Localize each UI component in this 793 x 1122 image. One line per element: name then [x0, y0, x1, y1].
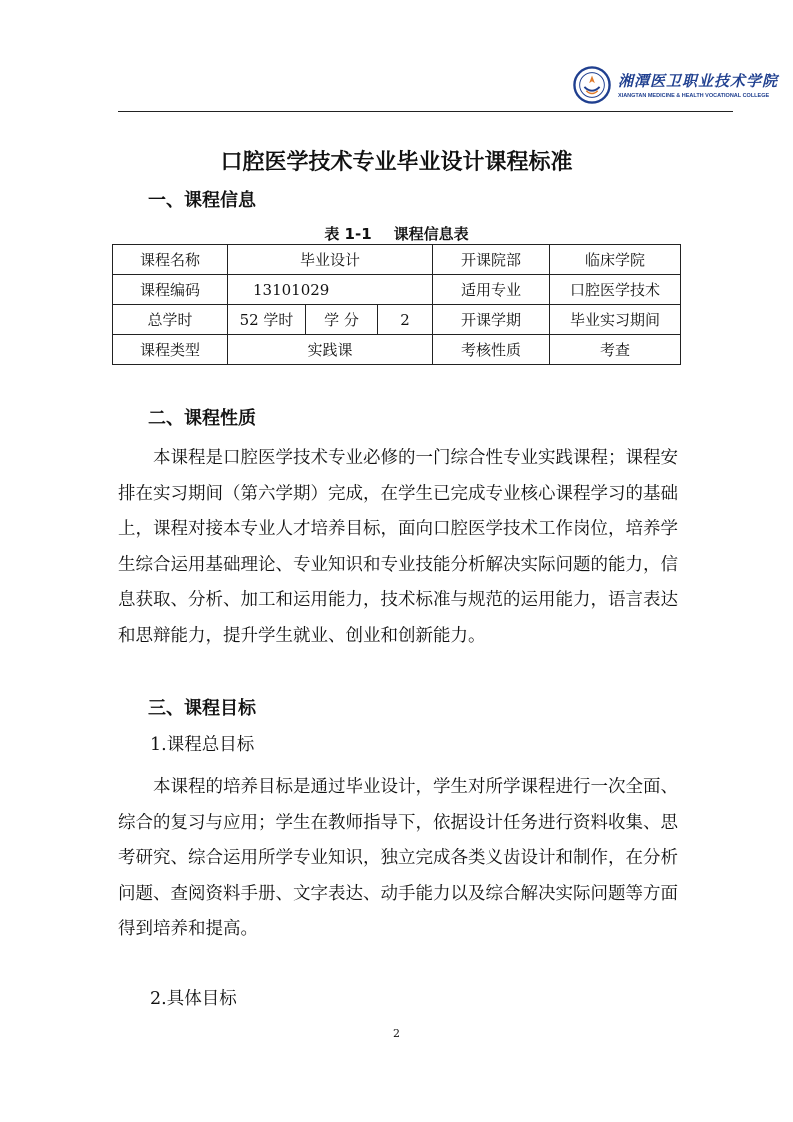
header-divider	[118, 111, 733, 112]
overall-goal-paragraph	[118, 770, 678, 948]
paragraph-text: 本课程的培养目标是通过毕业设计，学生对所学课程进行一次全面、综合的复习与应用；学生在教师指导下，依据设计任务进行资料收集、思考研究、综合运用所学专业知识，独立完成各类义齿设计和制作，在分析问题、查阅资料手册、文字表达、动手能力以及综合解决实际问题等方面得到培养和提高。	[118, 777, 678, 939]
table-cell-label: 开课院部	[433, 245, 550, 275]
table-cell-value: 临床学院	[550, 245, 681, 275]
page-header	[118, 60, 779, 112]
table-cell-value: 考查	[550, 335, 681, 365]
table-cell-label: 适用专业	[433, 275, 550, 305]
page-number: 2	[393, 1027, 400, 1040]
table-cell-value: 毕业实习期间	[550, 305, 681, 335]
table-row	[113, 335, 681, 365]
table-row	[113, 275, 681, 305]
table-cell-label: 课程编码	[113, 275, 228, 305]
table-cell-value: 毕业设计	[228, 245, 433, 275]
table-cell-value: 实践课	[228, 335, 433, 365]
table-cell-label: 考核性质	[433, 335, 550, 365]
college-name: 湘潭医卫职业技术学院	[618, 72, 779, 90]
course-nature-paragraph	[118, 441, 678, 654]
section-heading-course-info: 一、课程信息	[148, 190, 256, 211]
table-caption	[0, 223, 793, 244]
table-cell-value: 口腔医学技术	[550, 275, 681, 305]
document-title: 口腔医学技术专业毕业设计课程标准	[220, 150, 573, 175]
table-cell-label: 课程类型	[113, 335, 228, 365]
table-cell-label: 学 分	[306, 305, 378, 335]
table-row	[113, 245, 681, 275]
table-cell-label: 课程名称	[113, 245, 228, 275]
table-row	[113, 305, 681, 335]
table-caption-title: 课程信息表	[393, 225, 469, 243]
section-heading-course-goals: 三、课程目标	[148, 698, 256, 719]
table-caption-number: 表 1-1	[324, 225, 372, 243]
paragraph-text: 本课程是口腔医学技术专业必修的一门综合性专业实践课程；课程安排在实习期间（第六学期）完成，在学生已完成专业核心课程学习的基础上，课程对接本专业人才培养目标，面向口腔医学技术工作岗位，培养学生综合运用基础理论、专业知识和专业技能分析解决实际问题的能力，信息获取、分析、加工和运用能力，技术标准与规范的运用能力，语言表达和思辩能力，提升学生就业、创业和创新能力。	[118, 448, 678, 646]
table-cell-label: 总学时	[113, 305, 228, 335]
overall-goal-heading: 1.课程总目标	[150, 735, 255, 755]
table-cell-value: 13101029	[228, 275, 433, 305]
table-cell-value: 2	[378, 305, 433, 335]
table-cell-value: 52 学时	[228, 305, 306, 335]
college-emblem-icon	[573, 66, 611, 104]
college-name-en: XIANGTAN MEDICINE & HEALTH VOCATIONAL COLLEGE	[618, 93, 770, 99]
section-heading-course-nature: 二、课程性质	[148, 408, 256, 429]
course-info-table	[112, 244, 681, 365]
specific-goal-heading: 2.具体目标	[150, 989, 237, 1009]
table-cell-label: 开课学期	[433, 305, 550, 335]
